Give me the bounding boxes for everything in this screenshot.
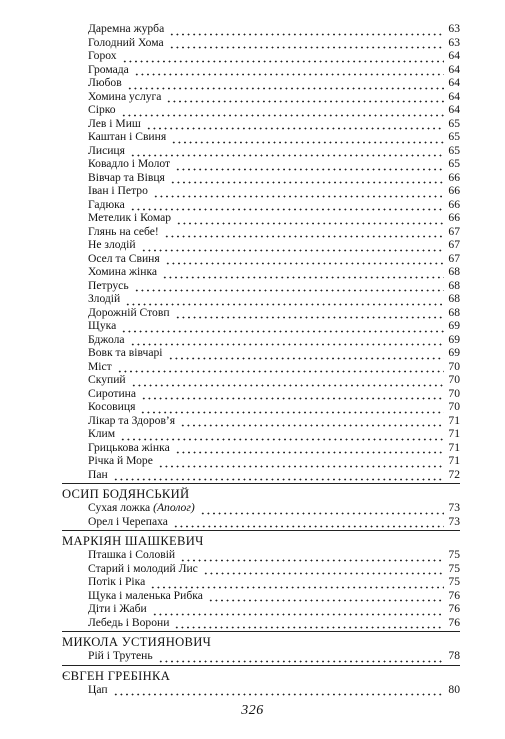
dot-leader xyxy=(140,403,444,414)
entry-title xyxy=(88,171,167,185)
entry-title xyxy=(88,144,127,158)
toc-entry xyxy=(88,63,460,77)
entry-page-number: 65 xyxy=(448,116,460,130)
entry-title-text: Потік і Ріка xyxy=(88,575,146,588)
toc-entry xyxy=(88,373,460,387)
toc-entry xyxy=(88,649,460,663)
entry-title xyxy=(88,501,197,515)
toc-entry xyxy=(88,130,460,144)
toc-entry xyxy=(88,360,460,374)
entry-page-number: 76 xyxy=(448,588,460,602)
entry-page-number: 66 xyxy=(448,197,460,211)
entry-page-number: 66 xyxy=(448,170,460,184)
toc-entry xyxy=(88,602,460,616)
toc-entry xyxy=(88,22,460,36)
entry-title xyxy=(88,575,147,589)
dot-leader xyxy=(120,430,444,441)
entry-title-text: Хомина жінка xyxy=(88,265,158,278)
toc-entry xyxy=(88,616,460,630)
dot-leader xyxy=(130,146,444,157)
dot-leader xyxy=(200,504,444,515)
dot-leader xyxy=(175,160,444,171)
toc-entry xyxy=(88,575,460,589)
entry-title xyxy=(88,198,127,212)
entry-title xyxy=(88,387,138,401)
dot-leader xyxy=(174,618,444,629)
entry-title xyxy=(88,63,131,77)
entry-title xyxy=(88,252,162,266)
entry-title-text: Клим xyxy=(88,427,116,440)
entry-page-number: 75 xyxy=(448,575,460,588)
dot-leader xyxy=(175,308,444,319)
entry-page-number: 76 xyxy=(448,615,460,629)
entry-title xyxy=(88,548,177,562)
entry-title xyxy=(88,117,143,131)
entry-title-text: Любов xyxy=(88,76,122,89)
dot-leader xyxy=(141,389,444,400)
entry-title-text: Злодій xyxy=(88,292,121,305)
entry-title xyxy=(88,279,131,293)
entry-page-number: 64 xyxy=(448,49,460,62)
entry-title-note: (Аполог) xyxy=(153,501,195,514)
entry-title xyxy=(88,515,170,529)
entry-title xyxy=(88,454,155,468)
entry-title xyxy=(88,36,166,50)
dot-leader xyxy=(150,578,444,589)
entry-title-text: Не злодій xyxy=(88,238,136,251)
entry-page-number: 75 xyxy=(448,548,460,561)
entry-page-number: 67 xyxy=(448,251,460,265)
dot-leader xyxy=(134,65,444,76)
entry-title xyxy=(88,333,127,347)
dot-leader xyxy=(130,200,444,211)
entry-page-number: 65 xyxy=(448,157,460,170)
entry-title xyxy=(88,373,128,387)
entry-page-number: 64 xyxy=(448,76,460,89)
toc-entry xyxy=(88,515,460,529)
entry-title-text: Петрусь xyxy=(88,278,129,292)
toc-entry xyxy=(88,198,460,212)
entry-title-text: Лебедь і Ворони xyxy=(88,615,170,629)
toc-entry xyxy=(88,441,460,455)
entry-title-text: Щука xyxy=(88,319,117,332)
entry-page-number: 68 xyxy=(448,292,460,305)
entry-title-text: Лікар та Здоров’я xyxy=(88,413,176,427)
toc-entry xyxy=(88,683,460,697)
entry-title xyxy=(88,400,137,414)
entry-title-text: Дорожній Стовп xyxy=(88,305,170,319)
toc-entry xyxy=(88,427,460,441)
entry-title-text: Щука і маленька Рибка xyxy=(88,588,203,602)
dot-leader xyxy=(152,605,444,616)
entry-title-text: Вівчар та Вівця xyxy=(88,170,165,184)
entry-title xyxy=(88,589,205,603)
dot-leader xyxy=(121,106,444,117)
entry-title xyxy=(88,468,110,482)
entry-title xyxy=(88,616,171,630)
toc-entry xyxy=(88,238,460,252)
entry-title-text: Пан xyxy=(88,467,108,481)
entry-title xyxy=(88,157,172,171)
dot-leader xyxy=(113,470,444,481)
entry-title xyxy=(88,602,149,616)
entry-page-number: 68 xyxy=(448,265,460,278)
toc-entry xyxy=(88,252,460,266)
entry-page-number: 69 xyxy=(448,346,460,359)
dot-leader xyxy=(153,187,444,198)
entry-title xyxy=(88,346,165,360)
entry-page-number: 80 xyxy=(448,682,460,696)
dot-leader xyxy=(134,281,444,292)
entry-title xyxy=(88,319,118,333)
entry-page-number: 76 xyxy=(448,602,460,615)
entry-title-text: Старий і молодий Лис xyxy=(88,561,198,575)
dot-leader xyxy=(158,652,444,663)
entry-title xyxy=(88,292,122,306)
entry-title xyxy=(88,90,163,104)
toc-entry xyxy=(88,49,460,63)
toc-entry xyxy=(88,387,460,401)
toc-entry xyxy=(88,157,460,171)
toc-entry xyxy=(88,184,460,198)
entry-title-text: Скупий xyxy=(88,373,126,386)
toc-entry xyxy=(88,400,460,414)
table-of-contents xyxy=(62,22,460,696)
entry-page-number: 66 xyxy=(448,211,460,224)
entry-title-text: Міст xyxy=(88,359,112,373)
dot-leader xyxy=(125,295,444,306)
toc-entry xyxy=(88,265,460,279)
toc-entry xyxy=(88,346,460,360)
entry-title-text: Даремна журба xyxy=(88,22,165,35)
entry-page-number: 75 xyxy=(448,561,460,575)
entry-title-text: Пташка і Соловій xyxy=(88,548,176,561)
entry-title xyxy=(88,441,172,455)
entry-title-text: Глянь на себе! xyxy=(88,224,159,238)
entry-page-number: 69 xyxy=(448,319,460,332)
entry-title-text: Вовк та вівчарі xyxy=(88,346,163,359)
toc-entry xyxy=(88,103,460,117)
dot-leader xyxy=(131,376,444,387)
dot-leader xyxy=(162,268,444,279)
entry-title-text: Грицькова жінка xyxy=(88,440,170,454)
entry-title xyxy=(88,265,159,279)
entry-page-number: 68 xyxy=(448,305,460,319)
entry-page-number: 71 xyxy=(448,427,460,440)
entry-title xyxy=(88,225,161,239)
entry-page-number: 70 xyxy=(448,400,460,413)
entry-title xyxy=(88,562,200,576)
entry-page-number: 66 xyxy=(448,184,460,197)
entry-title xyxy=(88,184,150,198)
dot-leader xyxy=(122,52,444,63)
dot-leader xyxy=(173,517,444,528)
entry-page-number: 64 xyxy=(448,103,460,116)
dot-leader xyxy=(165,254,444,265)
entry-title-text: Гадюка xyxy=(88,197,125,211)
entry-title xyxy=(88,238,138,252)
toc-entry xyxy=(88,36,460,50)
dot-leader xyxy=(203,564,444,575)
author-heading: МАРКІЯН ШАШКЕВИЧ xyxy=(62,530,460,548)
dot-leader xyxy=(158,457,444,468)
entry-page-number: 65 xyxy=(448,130,460,143)
toc-entry xyxy=(88,90,460,104)
entry-page-number: 71 xyxy=(448,454,460,467)
entry-page-number: 67 xyxy=(448,224,460,238)
entry-page-number: 69 xyxy=(448,332,460,346)
entry-title-text: Сиротина xyxy=(88,386,136,400)
entry-page-number: 65 xyxy=(448,143,460,157)
toc-entry xyxy=(88,117,460,131)
toc-entry xyxy=(88,414,460,428)
toc-entry xyxy=(88,225,460,239)
entry-title-text: Ковадло і Молот xyxy=(88,157,171,170)
dot-leader xyxy=(121,322,444,333)
entry-title-text: Хомина услуга xyxy=(88,89,162,103)
entry-page-number: 64 xyxy=(448,89,460,103)
dot-leader xyxy=(169,25,444,36)
author-heading: МИКОЛА УСТИЯНОВИЧ xyxy=(62,631,460,649)
entry-title-text: Метелик і Комар xyxy=(88,211,172,224)
entry-title xyxy=(88,649,155,663)
toc-entry xyxy=(88,171,460,185)
entry-title xyxy=(88,76,124,90)
dot-leader xyxy=(141,241,444,252)
entry-title-text: Діти і Жаби xyxy=(88,602,147,615)
entry-page-number: 73 xyxy=(448,501,460,514)
entry-page-number: 70 xyxy=(448,359,460,373)
entry-title-text: Горох xyxy=(88,49,117,62)
entry-page-number: 78 xyxy=(448,649,460,662)
entry-title xyxy=(88,22,166,36)
dot-leader xyxy=(168,349,444,360)
entry-page-number: 71 xyxy=(448,440,460,454)
entry-title xyxy=(88,360,114,374)
dot-leader xyxy=(170,173,444,184)
toc-entry xyxy=(88,279,460,293)
toc-entry xyxy=(88,548,460,562)
entry-title-text: Сірко xyxy=(88,103,116,116)
entry-title-text: Осел та Свиня xyxy=(88,251,160,265)
dot-leader xyxy=(208,591,444,602)
dot-leader xyxy=(176,214,444,225)
toc-entry xyxy=(88,333,460,347)
dot-leader xyxy=(171,133,444,144)
dot-leader xyxy=(166,92,444,103)
dot-leader xyxy=(130,335,444,346)
toc-entry xyxy=(88,144,460,158)
entry-title xyxy=(88,683,110,697)
entry-title-text: Орел і Черепаха xyxy=(88,514,168,528)
entry-title xyxy=(88,49,119,63)
dot-leader xyxy=(175,443,444,454)
dot-leader xyxy=(146,119,444,130)
dot-leader xyxy=(169,38,444,49)
toc-entry xyxy=(88,76,460,90)
entry-page-number: 72 xyxy=(448,467,460,481)
toc-entry xyxy=(88,589,460,603)
entry-title-text: Громада xyxy=(88,62,129,76)
entry-title-text: Голодний Хома xyxy=(88,35,164,49)
toc-entry xyxy=(88,454,460,468)
toc-entry xyxy=(88,319,460,333)
entry-page-number: 68 xyxy=(448,278,460,292)
entry-title-text: Річка й Море xyxy=(88,454,153,467)
entry-title xyxy=(88,427,117,441)
entry-title xyxy=(88,414,177,428)
entry-title-text: Лев і Миш xyxy=(88,116,141,130)
dot-leader xyxy=(180,416,444,427)
toc-entry xyxy=(88,292,460,306)
entry-title-text: Каштан і Свиня xyxy=(88,130,167,143)
page-number: 326 xyxy=(241,703,264,718)
dot-leader xyxy=(127,79,444,90)
entry-page-number: 64 xyxy=(448,62,460,76)
author-heading: ОСИП БОДЯНСЬКИЙ xyxy=(62,483,460,501)
entry-title-text: Косовиця xyxy=(88,400,136,413)
entry-title-text: Цап xyxy=(88,682,108,696)
dot-leader xyxy=(117,362,444,373)
toc-entry xyxy=(88,562,460,576)
entry-page-number: 73 xyxy=(448,514,460,528)
author-heading: ЄВГЕН ГРЕБІНКА xyxy=(62,665,460,683)
entry-title xyxy=(88,130,168,144)
entry-title-text: Лисиця xyxy=(88,143,125,157)
dot-leader xyxy=(164,227,444,238)
toc-entry xyxy=(88,211,460,225)
entry-page-number: 71 xyxy=(448,413,460,427)
toc-entry xyxy=(88,501,460,515)
entry-page-number: 63 xyxy=(448,22,460,35)
toc-entry xyxy=(88,468,460,482)
entry-title xyxy=(88,211,173,225)
dot-leader xyxy=(113,685,444,696)
entry-page-number: 63 xyxy=(448,35,460,49)
dot-leader xyxy=(180,551,444,562)
entry-page-number: 67 xyxy=(448,238,460,251)
toc-entry xyxy=(88,306,460,320)
entry-title-text: Сухая ложка xyxy=(88,501,151,514)
entry-page-number: 70 xyxy=(448,386,460,400)
entry-title-text: Рій і Трутень xyxy=(88,649,153,662)
entry-page-number: 70 xyxy=(448,373,460,386)
entry-title xyxy=(88,306,172,320)
entry-title xyxy=(88,103,118,117)
entry-title-text: Іван і Петро xyxy=(88,184,148,197)
entry-title-text: Бджола xyxy=(88,332,125,346)
